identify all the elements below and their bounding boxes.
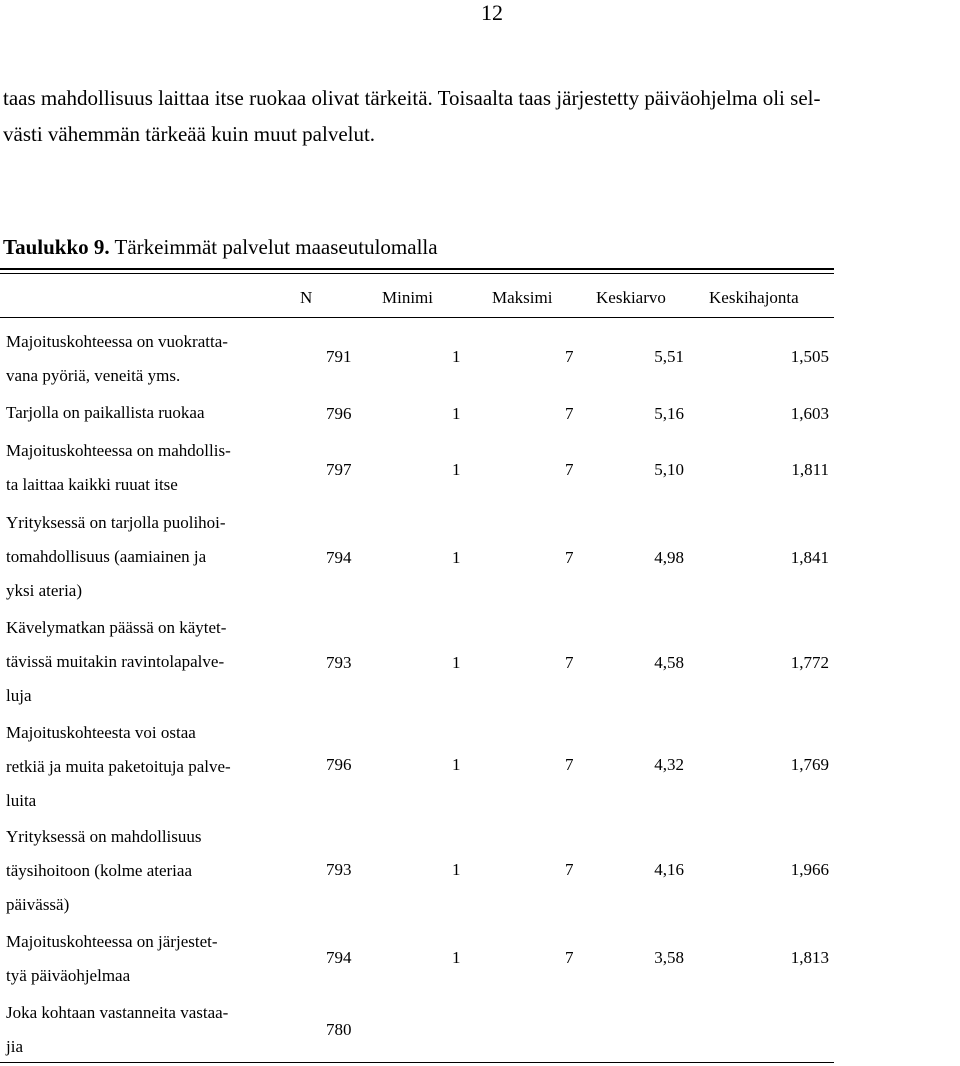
row-label-line: yksi ateria): [6, 581, 82, 600]
table-top-rule: [0, 273, 834, 274]
cell-n: 794: [326, 948, 352, 967]
row-label-line: ta laittaa kaikki ruuat itse: [6, 475, 178, 494]
row-label-line: Tarjolla on paikallista ruokaa: [6, 403, 205, 422]
cell-keskihajonta: 1,966: [790, 860, 829, 879]
table-caption-text: Tärkeimmät palvelut maaseutulomalla: [114, 235, 438, 259]
cell-keskiarvo: 4,16: [654, 860, 684, 879]
row-label: [6, 925, 256, 993]
body-paragraph: [3, 80, 953, 152]
cell-minimi: 1: [452, 948, 461, 967]
cell-minimi: 1: [452, 404, 461, 423]
row-label-line: Joka kohtaan vastanneita vastaa-: [6, 1003, 229, 1022]
cell-keskihajonta: 1,813: [790, 948, 829, 967]
cell-keskihajonta: 1,769: [790, 755, 829, 774]
cell-n: 796: [326, 755, 352, 774]
column-header-maksimi: Maksimi: [492, 288, 553, 307]
row-label-line: luita: [6, 791, 37, 810]
cell-minimi: 1: [452, 755, 461, 774]
cell-maksimi: 7: [565, 948, 574, 967]
row-label-line: Majoituskohteessa on järjestet-: [6, 932, 218, 951]
cell-keskihajonta: 1,505: [790, 347, 829, 366]
cell-minimi: 1: [452, 548, 461, 567]
cell-keskihajonta: 1,603: [790, 404, 829, 423]
cell-keskihajonta: 1,811: [791, 460, 829, 479]
row-label-line: Yrityksessä on mahdollisuus: [6, 827, 202, 846]
row-label: [6, 434, 256, 502]
row-label-line: Majoituskohteessa on mahdollis-: [6, 441, 231, 460]
cell-maksimi: 7: [565, 460, 574, 479]
row-label-line: Majoituskohteessa on vuokratta-: [6, 332, 228, 351]
cell-keskiarvo: 4,32: [654, 755, 684, 774]
cell-keskihajonta: 1,841: [790, 548, 829, 567]
cell-keskiarvo: 4,98: [654, 548, 684, 567]
column-header-minimi: Minimi: [382, 288, 434, 307]
cell-keskihajonta: 1,772: [790, 653, 829, 672]
table-bottom-rule: [0, 1062, 834, 1063]
row-label: [6, 396, 256, 430]
row-label: [6, 611, 256, 713]
cell-keskiarvo: 5,10: [654, 460, 684, 479]
page-number: 12: [481, 0, 503, 25]
cell-maksimi: 7: [565, 404, 574, 423]
column-header-keskihajonta: Keskihajonta: [709, 288, 799, 307]
row-label-line: Majoituskohteesta voi ostaa: [6, 723, 196, 742]
cell-maksimi: 7: [565, 548, 574, 567]
cell-n: 797: [326, 460, 352, 479]
cell-n: 791: [326, 347, 352, 366]
row-label-line: retkiä ja muita paketoituja palve-: [6, 757, 231, 776]
paragraph-line: västi vähemmän tärkeää kuin muut palvelut.: [3, 122, 376, 146]
row-label-line: Kävelymatkan päässä on käytet-: [6, 618, 227, 637]
row-label: [6, 716, 256, 818]
cell-keskiarvo: 4,58: [654, 653, 684, 672]
row-label-line: tomahdollisuus (aamiainen ja: [6, 547, 207, 566]
row-label-line: luja: [6, 686, 32, 705]
column-header-keskiarvo: Keskiarvo: [596, 288, 666, 307]
cell-maksimi: 7: [565, 653, 574, 672]
cell-n: 780: [326, 1020, 352, 1039]
cell-maksimi: 7: [565, 860, 574, 879]
paragraph-line: taas mahdollisuus laittaa itse ruokaa olivat tärkeitä. Toisaalta taas järjestetty päiväohjelma oli sel-: [3, 86, 821, 110]
cell-minimi: 1: [452, 460, 461, 479]
row-label: [6, 996, 256, 1064]
cell-minimi: 1: [452, 860, 461, 879]
cell-n: 793: [326, 653, 352, 672]
table-header-rule: [0, 317, 834, 318]
row-label-line: jia: [6, 1037, 23, 1056]
cell-maksimi: 7: [565, 755, 574, 774]
cell-keskiarvo: 5,16: [654, 404, 684, 423]
row-label: [6, 325, 256, 393]
cell-keskiarvo: 5,51: [654, 347, 684, 366]
cell-n: 794: [326, 548, 352, 567]
row-label-line: täysihoitoon (kolme ateriaa: [6, 861, 192, 880]
row-label: [6, 820, 256, 922]
cell-minimi: 1: [452, 347, 461, 366]
table-top-rule: [0, 268, 834, 270]
row-label-line: tävissä muitakin ravintolapalve-: [6, 652, 225, 671]
cell-keskiarvo: 3,58: [654, 948, 684, 967]
table-caption-label: Taulukko 9.: [3, 235, 110, 259]
cell-n: 796: [326, 404, 352, 423]
row-label-line: päivässä): [6, 895, 70, 914]
row-label-line: Yrityksessä on tarjolla puolihoi-: [6, 513, 226, 532]
row-label-line: tyä päiväohjelmaa: [6, 966, 131, 985]
table-caption: [3, 232, 438, 262]
cell-maksimi: 7: [565, 347, 574, 366]
cell-n: 793: [326, 860, 352, 879]
row-label: [6, 506, 256, 608]
cell-minimi: 1: [452, 653, 461, 672]
row-label-line: vana pyöriä, veneitä yms.: [6, 366, 181, 385]
column-header-n: N: [300, 288, 313, 307]
